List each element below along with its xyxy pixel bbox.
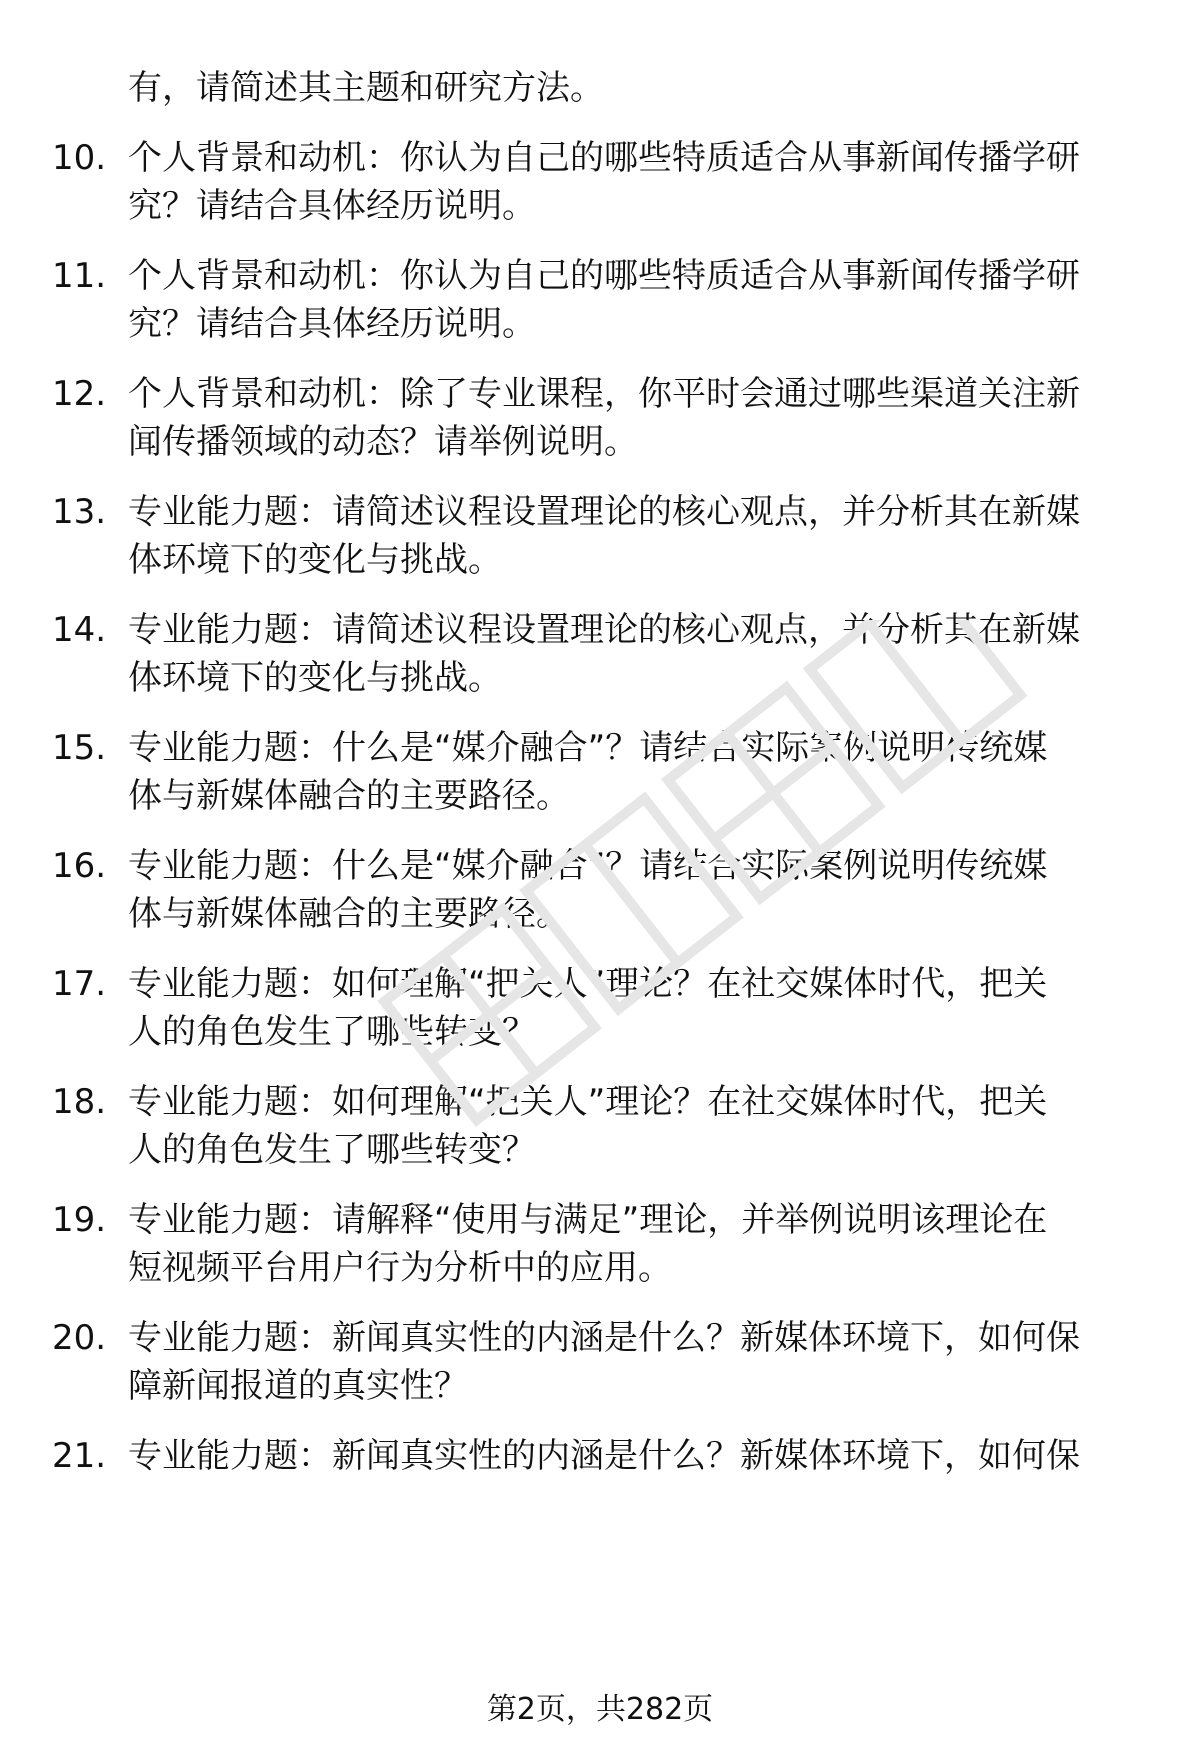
question-text [128,1432,1138,1480]
question-number: 17. [52,964,107,1004]
question-number: 18. [52,1082,107,1122]
question-line: 体环境下的变化与挑战。 [128,540,502,580]
question-number: 15. [52,728,107,768]
question-text [128,724,1138,820]
question-line: 究？请结合具体经历说明。 [128,186,536,226]
question-line: 人的角色发生了哪些转变？ [128,1012,536,1052]
question-text [128,370,1138,466]
question-line: 体与新媒体融合的主要路径。 [128,776,570,816]
question-line: 专业能力题：什么是“媒介融合”？请结合实际案例说明传统媒 [128,846,1048,886]
question-line: 人的角色发生了哪些转变？ [128,1130,536,1170]
question-line: 究？请结合具体经历说明。 [128,304,536,344]
question-text [128,488,1138,584]
question-line: 体环境下的变化与挑战。 [128,658,502,698]
question-number: 10. [52,138,107,178]
question-line: 专业能力题：新闻真实性的内涵是什么？新媒体环境下，如何保 [128,1318,1080,1358]
question-line: 专业能力题：请简述议程设置理论的核心观点，并分析其在新媒 [128,492,1080,532]
question-text [128,134,1138,230]
continued-question-text: 有，请简述其主题和研究方法。 [128,68,604,108]
question-number: 12. [52,374,107,414]
question-number: 21. [52,1436,107,1476]
question-number: 13. [52,492,107,532]
question-line: 专业能力题：如何理解“把关人”理论？在社交媒体时代，把关 [128,964,1048,1004]
question-line: 专业能力题：请简述议程设置理论的核心观点，并分析其在新媒 [128,610,1080,650]
question-line: 个人背景和动机：你认为自己的哪些特质适合从事新闻传播学研 [128,138,1080,178]
question-text [128,842,1138,938]
question-line: 闻传播领域的动态？请举例说明。 [128,422,638,462]
question-line: 专业能力题：新闻真实性的内涵是什么？新媒体环境下，如何保 [128,1436,1080,1476]
question-number: 11. [52,256,107,296]
question-number: 20. [52,1318,107,1358]
question-line: 个人背景和动机：除了专业课程，你平时会通过哪些渠道关注新 [128,374,1080,414]
question-number: 16. [52,846,107,886]
question-line: 专业能力题：什么是“媒介融合”？请结合实际案例说明传统媒 [128,728,1048,768]
question-text [128,606,1138,702]
question-line: 体与新媒体融合的主要路径。 [128,894,570,934]
question-number: 19. [52,1200,107,1240]
question-line: 专业能力题：请解释“使用与满足”理论，并举例说明该理论在 [128,1200,1048,1240]
question-line: 个人背景和动机：你认为自己的哪些特质适合从事新闻传播学研 [128,256,1080,296]
question-text [128,1314,1138,1410]
question-text [128,960,1138,1056]
question-line: 障新闻报道的真实性？ [128,1366,468,1406]
page-footer: 第2页，共282页 [486,1692,714,1727]
question-text [128,1196,1138,1292]
question-text [128,252,1138,348]
question-text [128,1078,1138,1174]
question-line: 专业能力题：如何理解“把关人”理论？在社交媒体时代，把关 [128,1082,1048,1122]
question-line: 短视频平台用户行为分析中的应用。 [128,1248,672,1288]
question-number: 14. [52,610,107,650]
